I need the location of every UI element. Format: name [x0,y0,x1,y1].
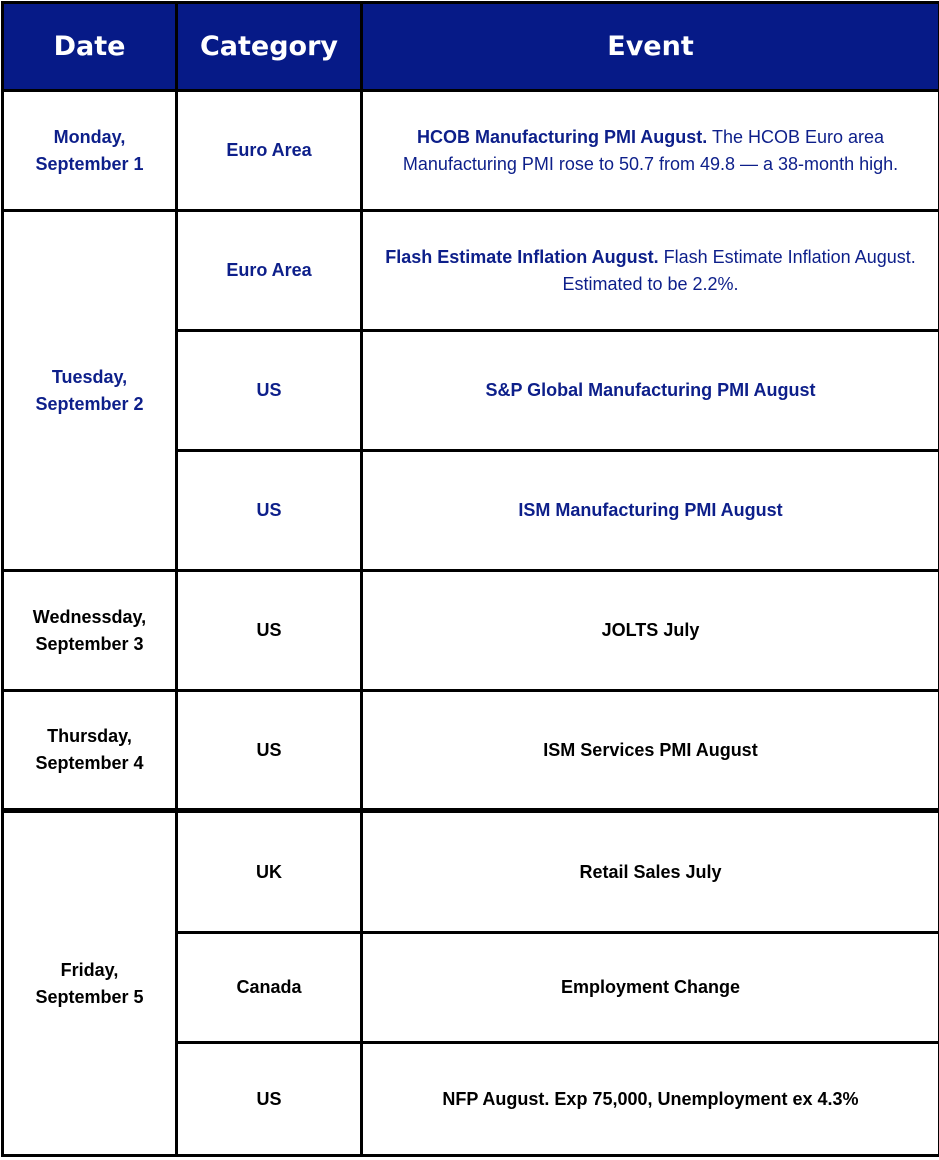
date-date: September 3 [35,633,144,654]
event-cell: NFP August. Exp 75,000, Unemployment ex 4.3% [362,1043,939,1156]
category-cell: US [177,571,362,691]
header-category: Category [177,3,362,91]
event-title: Flash Estimate Inflation August. [385,246,659,267]
category-cell: US [177,451,362,571]
event-cell: S&P Global Manufacturing PMI August [362,331,939,451]
economic-calendar-table [1,1,939,1157]
date-cell [3,91,177,211]
date-day: Monday, [53,126,126,147]
category-cell: Euro Area [177,91,362,211]
date-cell [3,571,177,691]
category-cell: US [177,691,362,811]
header-event: Event [362,3,939,91]
event-cell: Employment Change [362,933,939,1043]
table-row [3,811,939,933]
date-date: September 4 [35,753,144,773]
event-cell: JOLTS July [362,571,939,691]
event-cell [362,211,939,331]
date-date: September 5 [35,986,144,1007]
header-date: Date [3,3,177,91]
date-day: Thursday, [47,726,132,746]
header-row [3,3,939,91]
date-cell [3,811,177,1156]
event-cell: ISM Manufacturing PMI August [362,451,939,571]
date-date: September 1 [35,153,144,174]
table-row [3,91,939,211]
table-row [3,691,939,811]
date-day: Wednessday, [32,606,147,627]
date-date: September 2 [35,393,144,414]
event-detail: The HCOB Euro area Manufacturing PMI rose to 50.7 from 49.8 — a 38-month high. [402,126,899,174]
category-cell: Euro Area [177,211,362,331]
event-title: HCOB Manufacturing PMI August. [416,126,708,147]
event-cell: Retail Sales July [362,811,939,933]
event-detail: Flash Estimate Inflation August. Estimated to be 2.2%. [562,246,916,294]
category-cell: US [177,1043,362,1156]
date-day: Friday, [60,959,119,980]
table-row [3,571,939,691]
category-cell: UK [177,811,362,933]
date-day: Tuesday, [51,366,128,387]
date-cell [3,211,177,571]
date-cell [3,691,177,811]
category-cell: US [177,331,362,451]
event-cell: ISM Services PMI August [362,691,939,811]
table-row [3,211,939,331]
category-cell: Canada [177,933,362,1043]
event-cell [362,91,939,211]
